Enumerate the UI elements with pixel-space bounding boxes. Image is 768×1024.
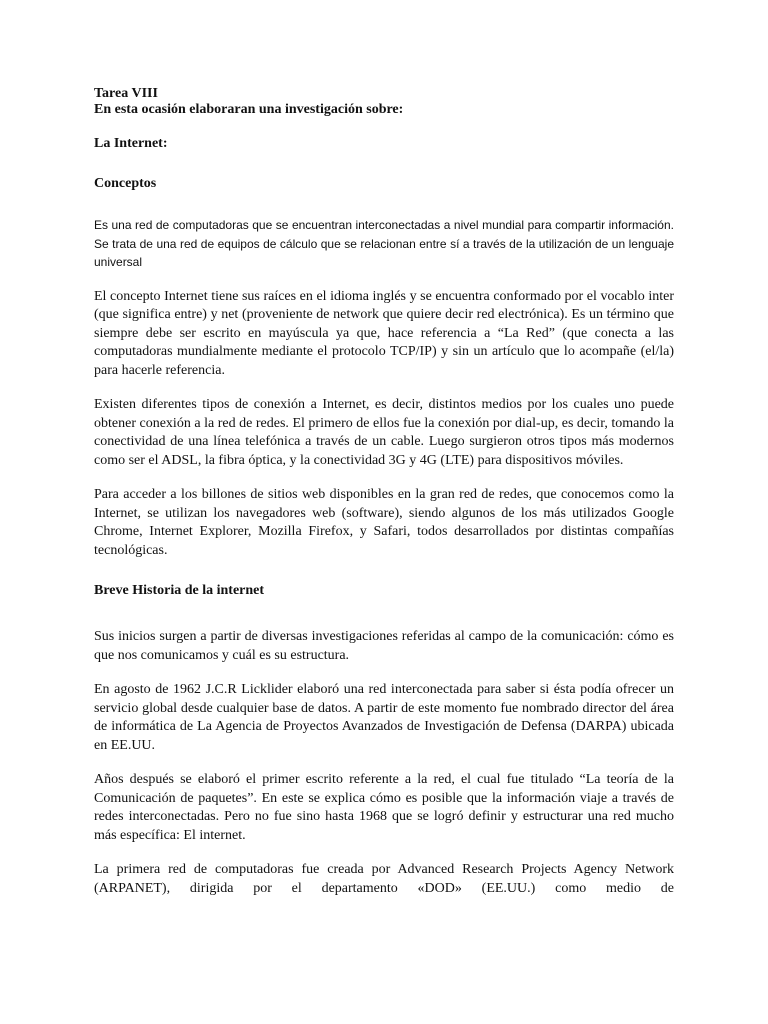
packet-theory-paragraph: Años después se elaboró el primer escrito referente a la red, el cual fue titulado “La teoría de la Comunicación de paquetes”. En este se explica cómo es posible que la información viaje a través de redes interconectadas. Pero no fue sino hasta 1968 que se logró definir y estructurar una red mucho más específica: El internet. <box>94 772 674 843</box>
concept-paragraph: El concepto Internet tiene sus raíces en el idioma inglés y se encuentra conformado por el vocablo inter (que significa entre) y net (proveniente de network que quiere decir red electrónica). Es un término que siempre debe ser escrito en mayúscula ya que, hace referencia a “La Red” (que conecta a las computadoras mundialmente mediante el protocolo TCP/IP) y sin un artículo que lo acompañe (el/la) para hacerle referencia. <box>94 288 674 378</box>
definition-paragraph: Es una red de computadoras que se encuentran interconectadas a nivel mundial para compartir información. Se trata de una red de equipos de cálculo que se relacionan entre sí a través de la utilización de un lenguaje universal <box>94 218 674 269</box>
origins-paragraph: Sus inicios surgen a partir de diversas investigaciones referidas al campo de la comunicación: cómo es que nos comunicamos y cuál es su estructura. <box>94 629 674 663</box>
assignment-instruction: En esta ocasión elaboraran una investigación sobre: <box>94 102 404 117</box>
document-page <box>94 86 674 898</box>
browsers-paragraph: Para acceder a los billones de sitios web disponibles en la gran red de redes, que conocemos como la Internet, se utilizan los navegadores web (software), siendo algunos de los más utilizados Google Chrome, Internet Explorer, Mozilla Firefox, y Safari, todos desarrollados por distintas compañías tecnológicas. <box>94 487 674 558</box>
concepts-heading: Conceptos <box>94 176 157 191</box>
topic-heading: La Internet: <box>94 136 168 151</box>
licklider-paragraph: En agosto de 1962 J.C.R Licklider elaboró una red interconectada para saber si ésta podía ofrecer un servicio global desde cualquier base de datos. A partir de este momento fue nombrado director del área de informática de La Agencia de Proyectos Avanzados de Investigación de Defensa (DARPA) ubicada en EE.UU. <box>94 682 674 753</box>
arpanet-paragraph: La primera red de computadoras fue creada por Advanced Research Projects Agency Network (ARPANET), dirigida por el departamento «DOD» (EE.UU.) como medio de <box>94 862 674 896</box>
connection-types-paragraph: Existen diferentes tipos de conexión a Internet, es decir, distintos medios por los cuales uno puede obtener conexión a la red de redes. El primero de ellos fue la conexión por dial-up, es decir, tomando la conectividad de una línea telefónica a través de un cable. Luego surgieron otros tipos más modernos como ser el ADSL, la fibra óptica, y la conectividad 3G y 4G (LTE) para dispositivos móviles. <box>94 397 674 468</box>
document-title: Tarea VIII <box>94 86 158 101</box>
history-heading: Breve Historia de la internet <box>94 583 265 598</box>
